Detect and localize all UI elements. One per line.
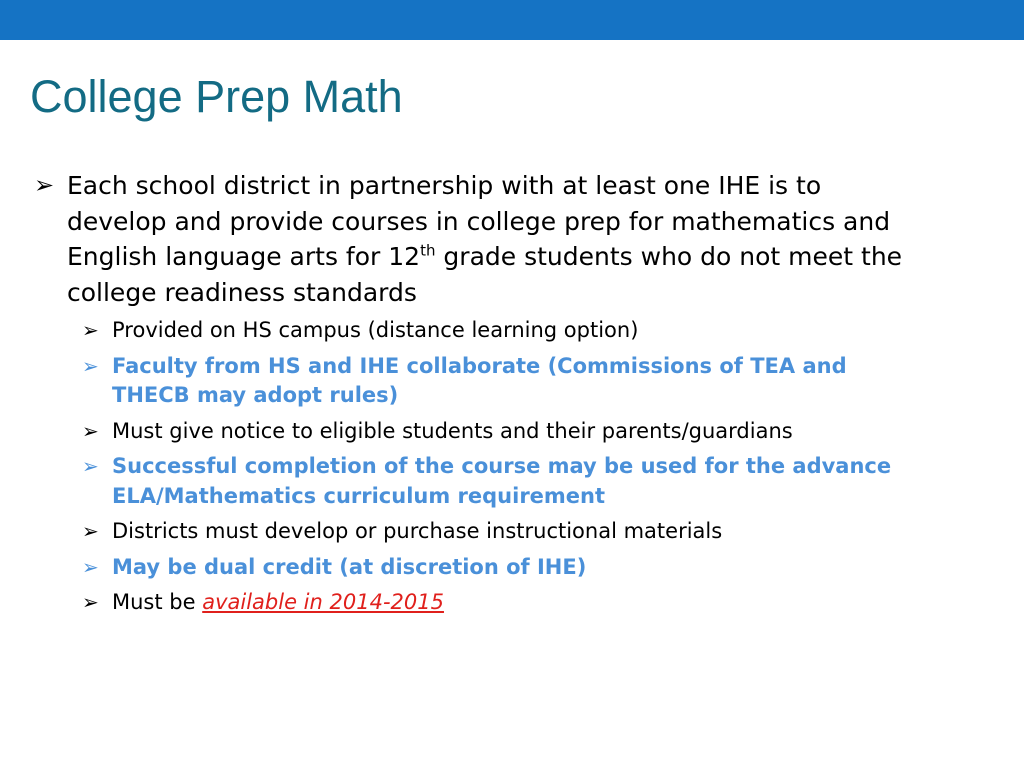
arrow-bullet-icon: ➢ — [82, 353, 99, 378]
sub-bullet-1 — [82, 316, 974, 346]
top-accent-bar — [0, 0, 1024, 40]
arrow-bullet-icon: ➢ — [34, 171, 55, 199]
sub-bullet-2 — [82, 352, 974, 411]
main-bullet — [34, 168, 974, 310]
arrow-bullet-icon: ➢ — [82, 418, 99, 443]
sub-bullet-list — [82, 316, 974, 618]
arrow-bullet-icon: ➢ — [82, 590, 99, 614]
arrow-bullet-icon: ➢ — [82, 318, 99, 342]
arrow-bullet-icon: ➢ — [82, 454, 99, 478]
sub-bullet-text: Provided on HS campus (distance learning option) — [112, 318, 639, 342]
sub-bullet-text: Must be available in 2014-2015 — [112, 590, 444, 614]
sub-bullet-4 — [82, 452, 974, 511]
sub-bullet-text: Faculty from HS and IHE collaborate (Commissions of TEA and THECB may adopt rules) — [112, 353, 847, 407]
availability-date-link[interactable]: available in 2014-2015 — [202, 590, 444, 614]
sub-bullet-6 — [82, 553, 974, 583]
sub-bullet-text: Must give notice to eligible students and their parents/guardians — [112, 418, 793, 443]
slide-content — [34, 168, 974, 624]
arrow-bullet-icon: ➢ — [82, 519, 99, 543]
main-bullet-text: Each school district in partnership with at least one IHE is to develop and provide courses in college prep for mathematics and English language arts for 12th grade students who do not meet the college readiness standards — [67, 171, 903, 307]
sub-bullet-text: Districts must develop or purchase instructional materials — [112, 519, 723, 543]
sub-bullet-7 — [82, 588, 974, 618]
slide-title: College Prep Math — [30, 71, 403, 122]
sub-bullet-3 — [82, 417, 974, 447]
ordinal-suffix: th — [420, 241, 436, 260]
sub-bullet-text: Successful completion of the course may be used for the advance ELA/Mathematics curriculum requirement — [112, 454, 892, 508]
sub-bullet-5 — [82, 517, 974, 547]
sub-bullet-text: May be dual credit (at discretion of IHE) — [112, 554, 587, 579]
arrow-bullet-icon: ➢ — [82, 554, 99, 579]
